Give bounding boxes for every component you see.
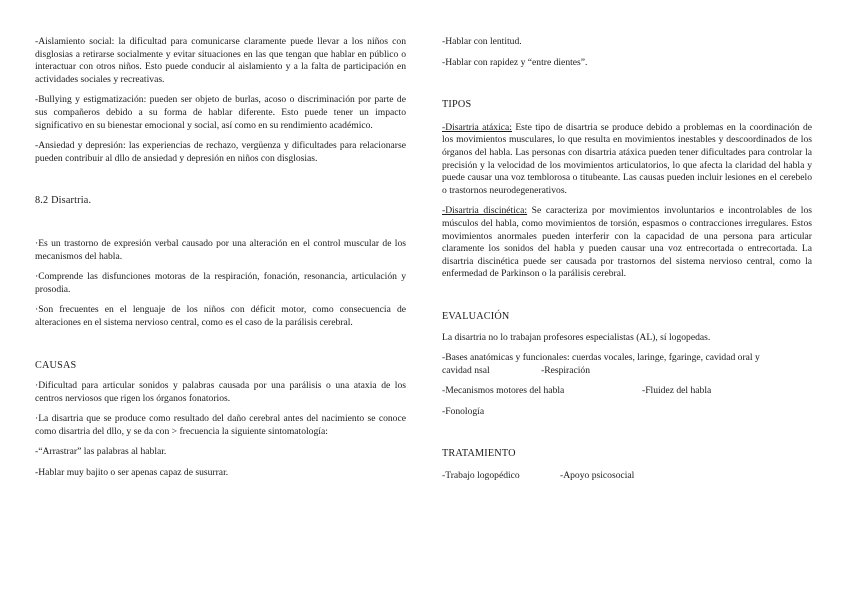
paragraph-dano-cerebral: ·La disartria que se produce como resultado del daño cerebral antes del nacimiento se conoce como disartria del dllo, y se da con > frecuencia la siguiente sintomatología: [35,413,406,437]
item-fluidez: -Fluidez del habla [642,385,712,397]
text-disartria-ataxica: Este tipo de disartria se produce debido a problemas en la coordinación de los movimientos musculares, lo que resulta en movimientos inestables y descoordinados de los órganos del habla. Las personas con disartria atáxica pueden tener dificultades para controlar la precisión y la velocidad de los movimientos articulatorios, lo que afecta la claridad del habla y puede causar una voz temblorosa o titubeante. Las causas pueden incluir lesiones en el cerebelo o trastornos neurodegenerativos. [442,121,812,196]
right-column [442,36,812,483]
heading-evaluacion: EVALUACIÓN [442,310,510,322]
item-psicosocial: -Apoyo psicosocial [560,470,635,482]
paragraph-disartria-ataxica [442,122,812,198]
row-mecanismos-fluidez [442,385,812,398]
paragraph-disartria-discinetica [442,205,812,281]
item-logopedico: -Trabajo logopédico [442,470,520,482]
item-respiracion: -Respiración [541,364,591,376]
item-cavidad-nasal: cavidad nsal [442,364,490,376]
bases-line-1: -Bases anatómicas y funcionales: cuerdas vocales, laringe, fgaringe, cavidad oral y [442,352,760,364]
heading-tipos: TIPOS [442,99,472,111]
heading-tratamiento: TRATAMIENTO [442,448,516,460]
label-disartria-ataxica: -Disartria atáxica: [442,121,512,133]
paragraph-frecuentes: ·Son frecuentes en el lenguaje de los niños con déficit motor, como consecuencia de alteraciones en el sistema nervioso central, como es el caso de la parálisis cerebral. [35,304,406,328]
paragraph-aislamiento: -Aislamiento social: la dificultad para comunicarse claramente puede llevar a los niños con disglosias a retirarse socialmente y evitar situaciones en las que tengan que hablar en público o interactuar con otros niños. Esto puede conducir al aislamiento y a la falta de participación en actividades sociales y recreativas. [35,36,406,85]
row-tratamiento [442,470,812,483]
item-mecanismos: -Mecanismos motores del habla [442,385,565,397]
paragraph-trabajan: La disartria no lo trabajan profesores especialistas (AL), sí logopedas. [442,331,711,343]
paragraph-arrastrar: -“Arrastrar” las palabras al hablar. [35,446,167,458]
paragraph-rapidez: -Hablar con rapidez y “entre dientes”. [442,56,588,68]
paragraph-ansiedad: -Ansiedad y depresión: las experiencias de rechazo, vergüenza y dificultades para relacionarse pueden contribuir al dllo de ansiedad y depresión en niños con disglosias. [35,140,406,164]
left-column [35,36,406,488]
paragraph-lentitud: -Hablar con lentitud. [442,36,522,47]
paragraph-bullying: -Bullying y estigmatización: pueden ser objeto de burlas, acoso o discriminación por parte de sus compañeros debido a su forma de hablar diferente. Esto puede tener un impacto significativo en su bienestar emocional y social, así como en su rendimiento académico. [35,94,406,131]
section-title-disartria: 8.2 Disartria. [35,195,92,207]
paragraph-comprende: ·Comprende las disfunciones motoras de la respiración, fonación, resonancia, articulación y prosodia. [35,271,406,295]
paragraph-bajito: -Hablar muy bajito o ser apenas capaz de susurrar. [35,467,229,479]
label-disartria-discinetica: -Disartria discinética: [442,205,528,217]
paragraph-dificultad: ·Dificultad para articular sonidos y palabras causada por una parálisis o una ataxia de los centros nerviosos que rigen los órganos fonatorios. [35,380,406,404]
list-bases [442,352,812,377]
paragraph-trastorno: ·Es un trastorno de expresión verbal causado por una alteración en el control muscular de los mecanismos del habla. [35,237,406,262]
text-disartria-discinetica: Se caracteriza por movimientos involuntarios e incontrolables de los músculos del habla, como movimientos de torsión, espasmos o contracciones irregulares. Estos movimientos anormales pueden interferir con la capacidad de una persona para articular claramente los sonidos del habla y pueden causar una voz entrecortada o entrecortada. La disartria discinética puede ser causada por trastornos del sistema nervioso central, como la enfermedad de Parkinson o la parálisis cerebral. [442,205,812,280]
item-fonologia: -Fonología [442,405,485,417]
bases-line-2 [442,365,812,378]
heading-causas: CAUSAS [35,359,77,371]
